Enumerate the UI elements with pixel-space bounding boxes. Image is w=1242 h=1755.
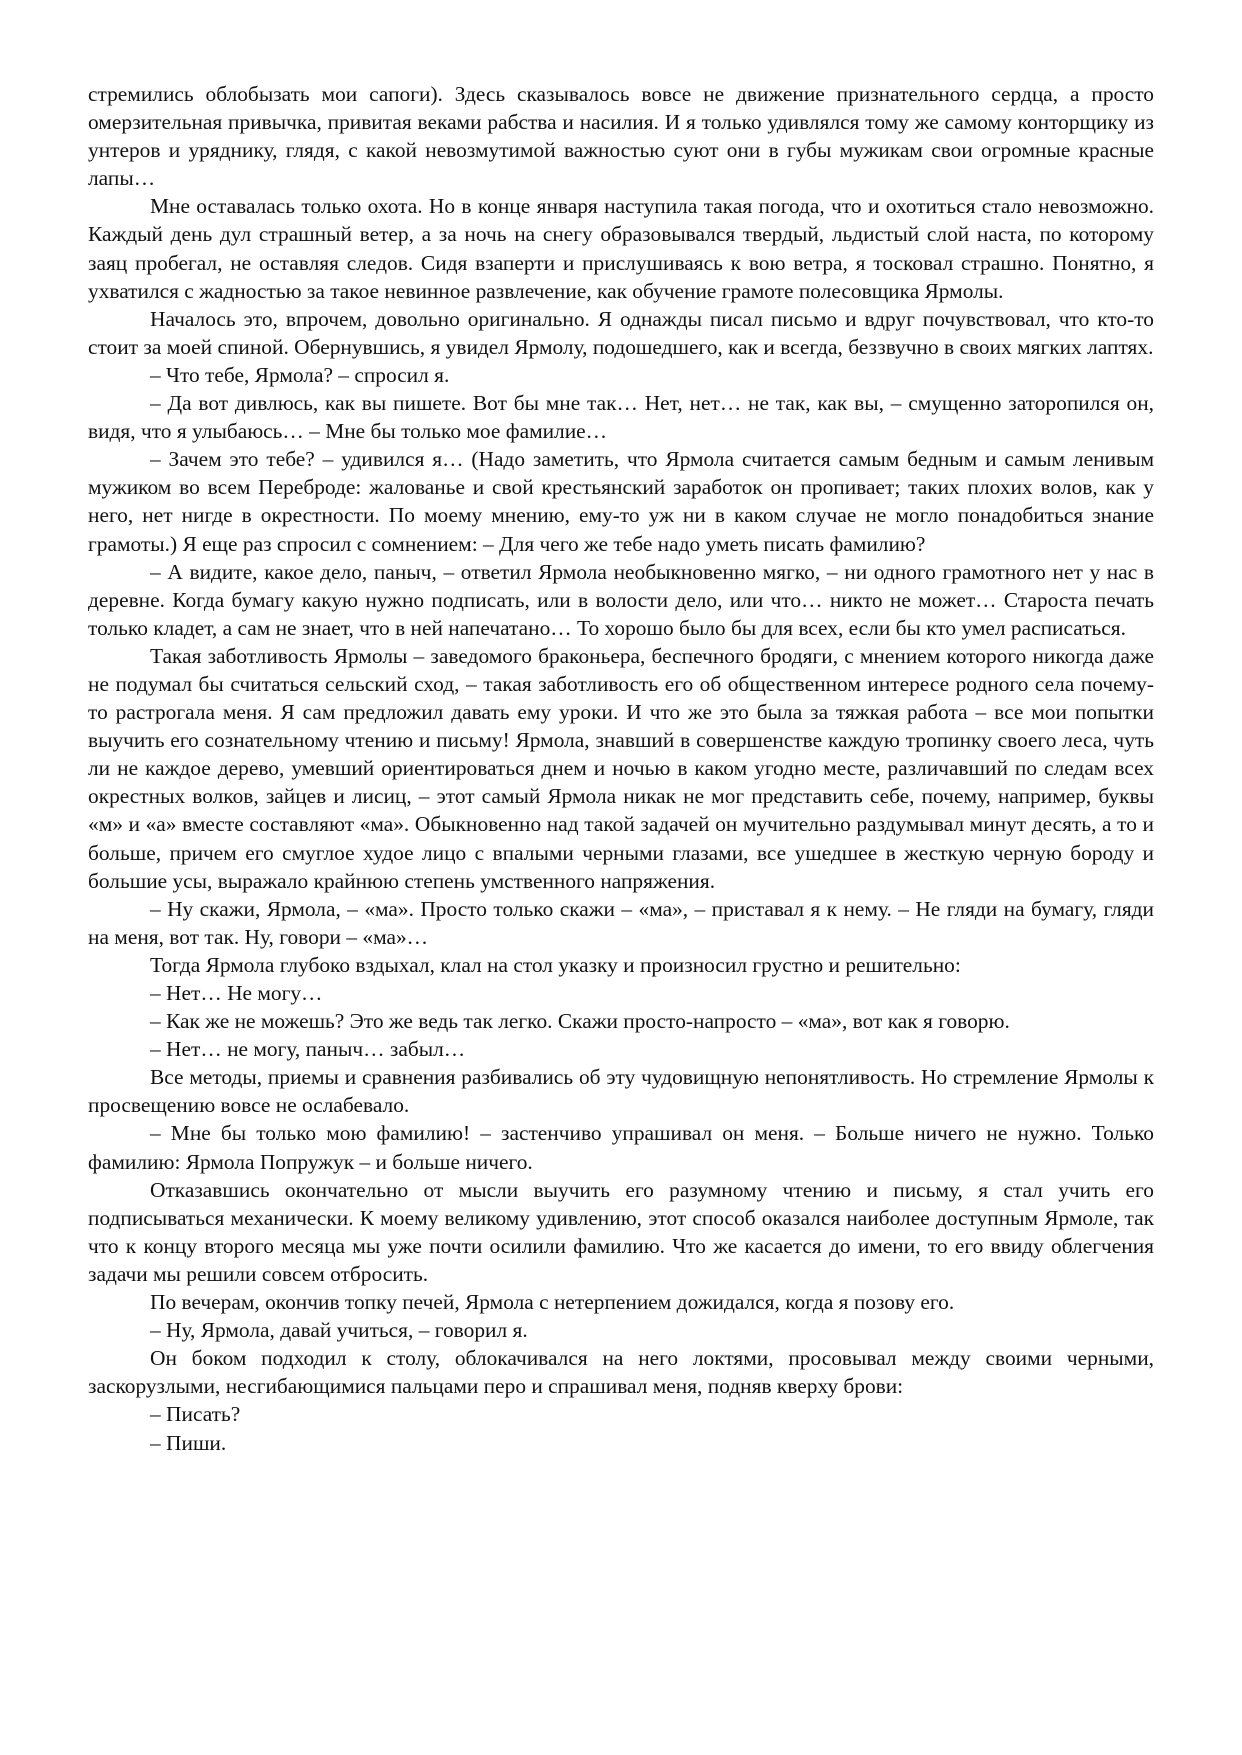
paragraph: Все методы, приемы и сравнения разбивались об эту чудовищную непонятливость. Но стремление Ярмолы к просвещению вовсе не ослабевало. [88,1065,1154,1118]
page-text-body [88,80,1154,1457]
dialogue-line: – Да вот дивлюсь, как вы пишете. Вот бы мне так… Нет, нет… не так, как вы, – смущенно заторопился он, видя, что я улыбаюсь… – Мне бы только мое фамилие… [88,391,1154,444]
dialogue-line: – Нет… Не могу… [150,981,323,1005]
paragraph: Отказавшись окончательно от мысли выучить его разумному чтению и письму, я стал учить его подписываться механически. К моему великому удивлению, этот способ оказался наиболее доступным Ярмоле, так что к концу второго месяца мы уже почти осилили фамилию. Что же касается до имени, то его ввиду облегчения задачи мы решили совсем отбросить. [88,1177,1154,1286]
paragraph: Такая заботливость Ярмолы – заведомого браконьера, беспечного бродяги, с мнением которого никогда даже не подумал бы считаться сельский сход, – такая заботливость его об общественном интересе родного села почему-то растрогала меня. Я сам предложил давать ему уроки. И что же это была за тяжкая работа – все мои попытки выучить его сознательному чтению и письму! Ярмола, знавший в совершенстве каждую тропинку своего леса, чуть ли не каждое дерево, умевший ориентироваться днем и ночью в каком угодно месте, различавший по следам всех окрестных волков, зайцев и лисиц, – этот самый Ярмола никак не мог представить себе, почему, например, буквы «м» и «а» вместе составляют «ма». Обыкновенно над такой задачей он мучительно раздумывал минут десять, а то и больше, причем его смуглое худое лицо с впалыми черными глазами, все ушедшее в жесткую черную бороду и большие усы, выражало крайнюю степень умственного напряжения. [88,643,1154,893]
paragraph: По вечерам, окончив топку печей, Ярмола с нетерпением дожидался, когда я позову его. [150,1290,955,1315]
paragraph: Он боком подходил к столу, облокачивался на него локтями, просовывал между своими черными, заскорузлыми, несгибающимися пальцами перо и спрашивал меня, подняв кверху брови: [88,1346,1154,1399]
dialogue-line: – Пиши. [150,1430,227,1455]
dialogue-line: – Писать? [150,1402,241,1427]
dialogue-line: – Зачем это тебе? – удивился я… (Надо заметить, что Ярмола считается самым бедным и самым ленивым мужиком во всем Переброде: жалованье и свой крестьянский заработок он пропивает; таких плохих волов, как у него, нет нигде в окрестности. По моему мнению, ему-то уж ни в каком случае не могло понадобиться знание грамоты.) Я еще раз спросил с сомнением: – Для чего же тебе надо уметь писать фамилию? [88,447,1154,556]
dialogue-line: – Как же не можешь? Это же ведь так легко. Скажи просто-напросто – «ма», вот как я говорю. [150,1009,1010,1034]
paragraph: Тогда Ярмола глубоко вздыхал, клал на стол указку и произносил грустно и решительно: [150,952,961,977]
dialogue-line: – Нет… не могу, паныч… забыл… [150,1037,466,1062]
dialogue-line: – Ну скажи, Ярмола, – «ма». Просто только скажи – «ма», – приставал я к нему. – Не гляди на бумагу, гляди на меня, вот так. Ну, говори – «ма»… [88,896,1154,949]
dialogue-line: – А видите, какое дело, паныч, – ответил Ярмола необыкновенно мягко, – ни одного грамотного нет у нас в деревне. Когда бумагу какую нужно подписать, или в волости дело, или что… никто не может… Староста печать только кладет, а сам не знает, что в ней напечатано… То хорошо было бы для всех, если бы кто умел расписаться. [88,559,1154,640]
paragraph: Началось это, впрочем, довольно оригинально. Я однажды писал письмо и вдруг почувствовал, что кто-то стоит за моей спиной. Обернувшись, я увидел Ярмолу, подошедшего, как и всегда, беззвучно в своих мягких лаптях. [88,306,1154,359]
paragraph: стремились облобызать мои сапоги). Здесь сказывалось вовсе не движение признательного сердца, а просто омерзительная привычка, привитая веками рабства и насилия. И я только удивлялся тому же самому конторщику из унтеров и уряднику, глядя, с какой невозмутимой важностью суют они в губы мужикам свои огромные красные лапы… [88,82,1154,191]
dialogue-line: – Ну, Ярмола, давай учиться, – говорил я. [150,1318,528,1343]
paragraph: Мне оставалась только охота. Но в конце января наступила такая погода, что и охотиться стало невозможно. Каждый день дул страшный ветер, а за ночь на снегу образовывался твердый, льдистый слой наста, по которому заяц пробегал, не оставляя следов. Сидя взаперти и прислушиваясь к вою ветра, я тосковал страшно. Понятно, я ухватился с жадностью за такое невинное развлечение, как обучение грамоте полесовщика Ярмолы. [88,194,1154,303]
dialogue-line: – Что тебе, Ярмола? – спросил я. [150,362,450,387]
dialogue-line: – Мне бы только мою фамилию! – застенчиво упрашивал он меня. – Больше ничего не нужно. Только фамилию: Ярмола Попружук – и больше ничего. [88,1121,1154,1174]
